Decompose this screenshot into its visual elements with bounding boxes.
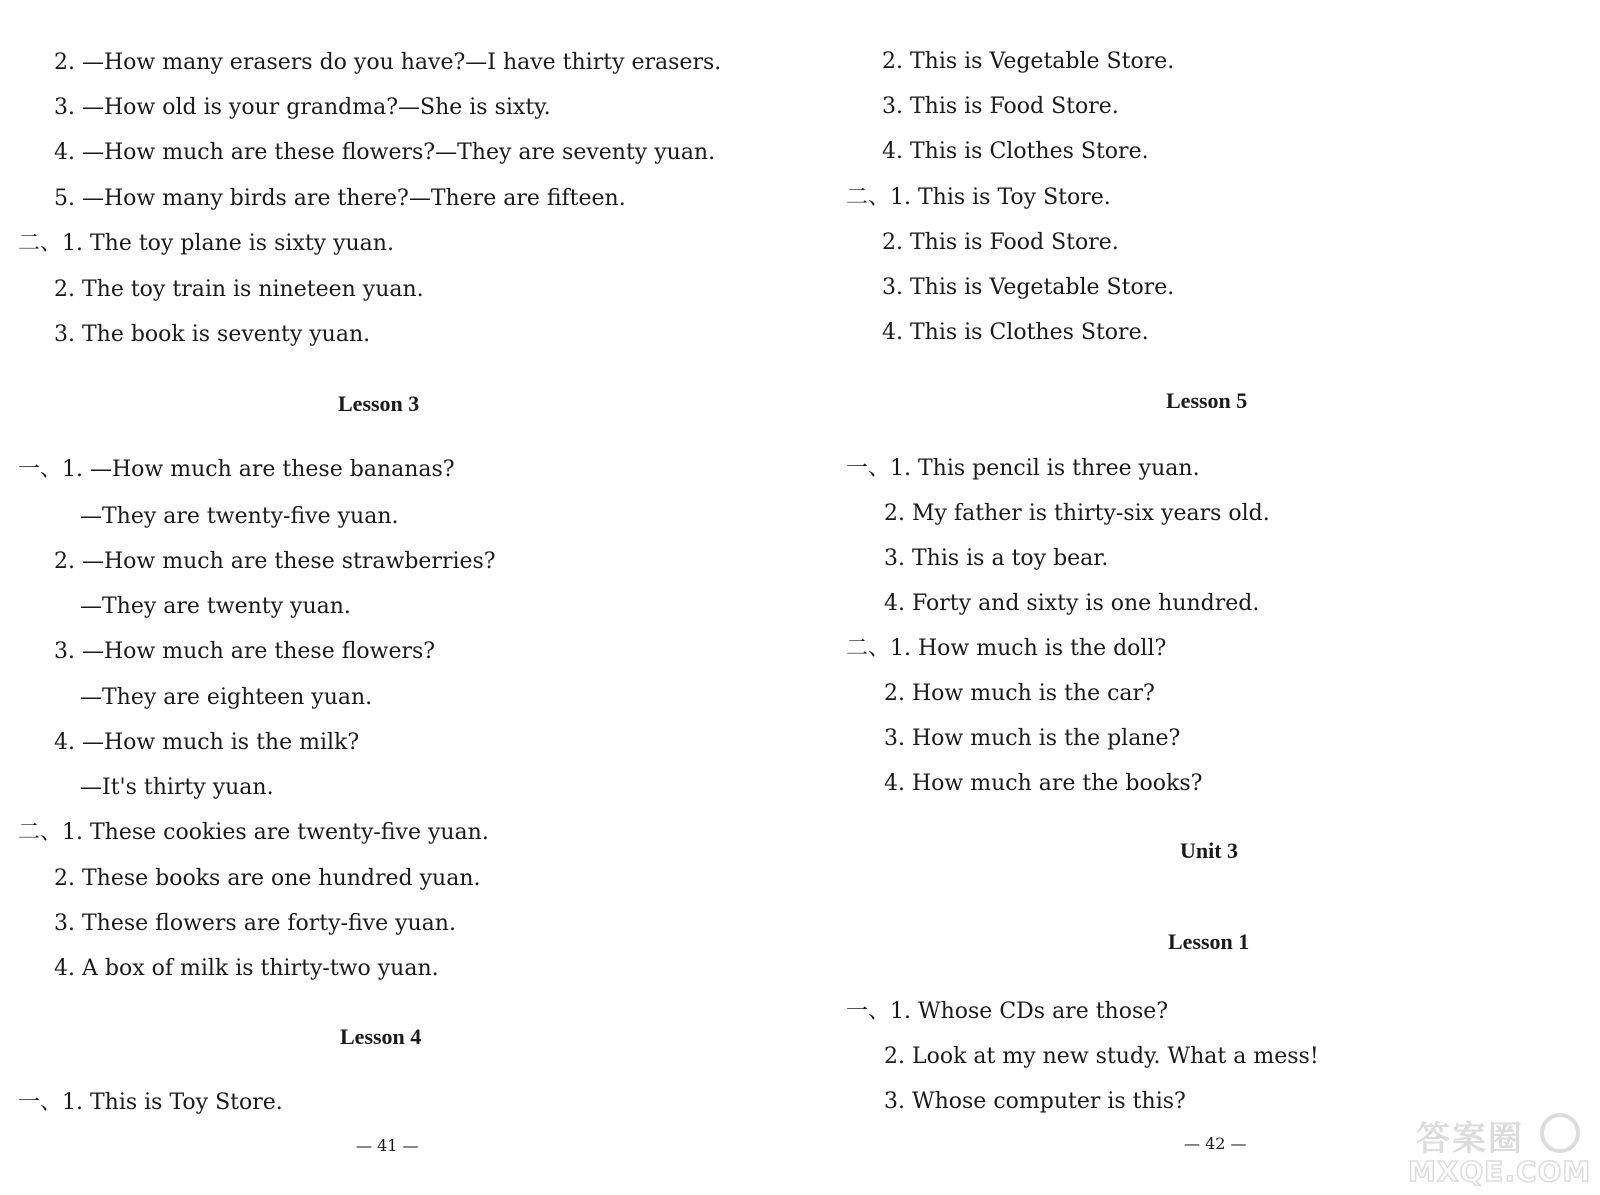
section-two-line: 二、1. These cookies are twenty-five yuan. xyxy=(18,820,489,845)
lesson-heading: Lesson 3 xyxy=(338,391,420,416)
answer-line: 3. This is a toy bear. xyxy=(884,546,1109,571)
answer-line: 2. —How much are these strawberries? xyxy=(54,549,496,574)
answer-line: 3. These flowers are forty-five yuan. xyxy=(54,911,456,936)
answer-line: 2. —How many erasers do you have?—I have thirty erasers. xyxy=(54,50,722,75)
answer-reply-line: —They are twenty-five yuan. xyxy=(80,504,399,529)
section-one-line: 一、1. This is Toy Store. xyxy=(18,1090,283,1115)
answer-line: 3. This is Vegetable Store. xyxy=(882,275,1175,300)
unit-heading: Unit 3 xyxy=(1180,838,1239,863)
answer-line: 4. How much are the books? xyxy=(884,771,1203,796)
answer-reply-line: —They are eighteen yuan. xyxy=(80,685,373,710)
watermark-logo xyxy=(1398,1111,1592,1191)
answer-line: 3. —How much are these flowers? xyxy=(54,639,436,664)
answer-line: 2. How much is the car? xyxy=(884,681,1155,706)
answer-line: 4. Forty and sixty is one hundred. xyxy=(884,591,1260,616)
section-two-line: 二、1. The toy plane is sixty yuan. xyxy=(18,231,394,256)
answer-line: 3. Whose computer is this? xyxy=(884,1089,1186,1114)
answer-reply-line: —They are twenty yuan. xyxy=(80,594,351,619)
answer-line: 4. A box of milk is thirty-two yuan. xyxy=(54,956,439,981)
watermark-badge-icon xyxy=(1540,1113,1580,1153)
section-two-line: 二、1. This is Toy Store. xyxy=(846,185,1111,210)
answer-line: 2. This is Vegetable Store. xyxy=(882,49,1175,74)
answer-line: 2. The toy train is nineteen yuan. xyxy=(54,277,424,302)
answer-line: 4. —How much is the milk? xyxy=(54,730,360,755)
lesson-heading: Lesson 5 xyxy=(1166,388,1248,413)
answer-line: 4. This is Clothes Store. xyxy=(882,139,1149,164)
answer-line: 3. This is Food Store. xyxy=(882,94,1119,119)
answer-line: 3. —How old is your grandma?—She is sixty. xyxy=(54,95,551,120)
answer-line: 2. This is Food Store. xyxy=(882,230,1119,255)
right-page xyxy=(800,0,1600,1195)
section-one-line: 一、1. —How much are these bananas? xyxy=(18,457,455,482)
page-number: — 41 — xyxy=(356,1136,419,1155)
answer-line: 3. The book is seventy yuan. xyxy=(54,322,371,347)
answer-reply-line: —It's thirty yuan. xyxy=(80,775,274,800)
answer-line: 2. My father is thirty-six years old. xyxy=(884,501,1270,526)
watermark-en-text: MXQE.COM xyxy=(1408,1155,1592,1188)
lesson-heading: Lesson 1 xyxy=(1168,929,1250,954)
answer-line: 4. This is Clothes Store. xyxy=(882,320,1149,345)
section-one-line: 一、1. Whose CDs are those? xyxy=(846,999,1169,1024)
answer-line: 2. Look at my new study. What a mess! xyxy=(884,1044,1319,1069)
answer-line: 2. These books are one hundred yuan. xyxy=(54,866,481,891)
section-two-line: 二、1. How much is the doll? xyxy=(846,636,1167,661)
answer-line: 3. How much is the plane? xyxy=(884,726,1181,751)
answer-line: 5. —How many birds are there?—There are fifteen. xyxy=(54,186,626,211)
lesson-heading: Lesson 4 xyxy=(340,1024,422,1049)
answer-line: 4. —How much are these flowers?—They are seventy yuan. xyxy=(54,140,716,165)
section-one-line: 一、1. This pencil is three yuan. xyxy=(846,456,1200,481)
watermark-cn-text: 答案圈 xyxy=(1416,1119,1524,1159)
page-number: — 42 — xyxy=(1184,1134,1247,1153)
